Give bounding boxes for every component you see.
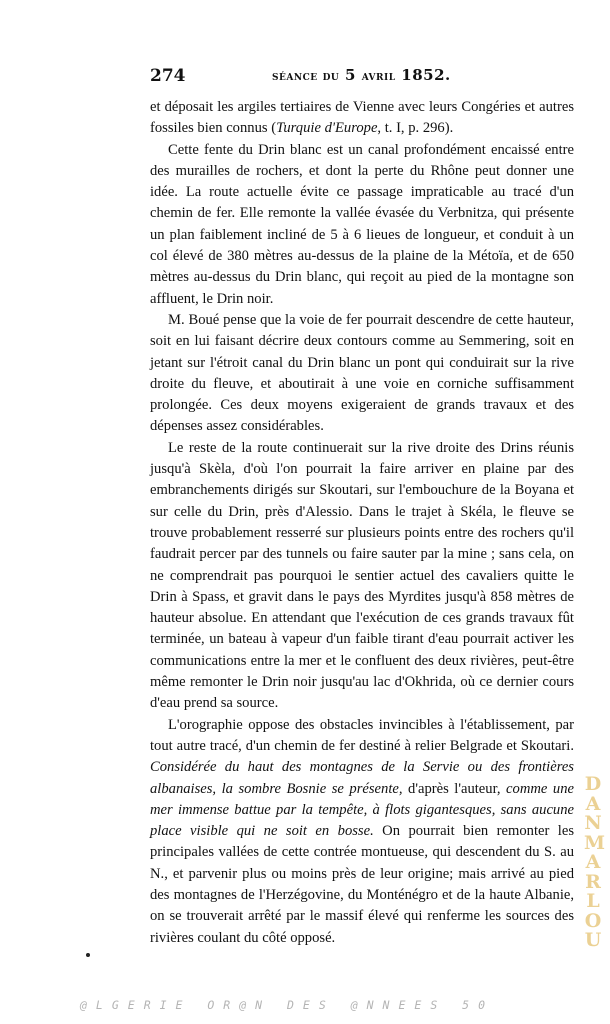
paragraph-1: et déposait les argiles tertiaires de Vienne avec leurs Congéries et autres fossiles bien connus (Turquie d'Europe, t. I, p. 296). (150, 99, 574, 137)
citation-title: Turquie d'Europe (276, 120, 378, 137)
quotation-part-2: comme une mer immense battue par la tempête, à flots gigantesques, sans aucune place visible qui ne soit en bosse. (150, 780, 574, 840)
running-title-month: avril (361, 69, 396, 84)
side-watermark: DANMARLOU (584, 773, 610, 951)
paragraph-3: M. Boué pense que la voie de fer pourrait descendre de cette hauteur, soit en lui faisant décrire deux contours comme au Semmering, soit en jetant sur l'étroit canal du Drin blanc un pont qui conduirait sur la rive droite du fleuve, et aboutirait à une voie en corniche suffisamment prolongée. Ces deux moyens exigeraient de grands travaux et des dépenses assez considérables. (150, 311, 574, 435)
scan-speck (86, 953, 90, 957)
paragraph-4: Le reste de la route continuerait sur la rive droite des Drins réunis jusqu'à Skèla, d'où l'on pourrait la faire arriver en plaine par des embranchements dirigés sur Skoutari, sur l'embouchure de la Boyana et sur celle du Drin, près d'Alessio. Dans le trajet à Skéla, le fleuve se trouve probablement resserré sur plusieurs points entre des rochers qu'il faudrait percer par des tunnels ou faire sauter par la mine ; sans cela, on ne comprendrait pas pourquoi le sentier actuel des cavaliers quitte le Drin à Spass, et gravit dans le pays des Myrdites jusqu'à 858 mètres de hauteur absolue. En attendant que l'exécution de ces grands travaux fût terminée, un bateau à vapeur d'un faible tirant d'eau pourrait activer les communications entre la mer et le confluent des deux rivières, peut-être même remonter le Drin noir jusqu'au lac d'Okhrida, où ce dernier cours d'eau prend sa source. (150, 439, 574, 712)
paragraph-2: Cette fente du Drin blanc est un canal profondément encaissé entre des murailles de rochers, et dont la perte du Rhône peut donner une idée. La route actuelle évite ce passage impraticable au tracé d'un chemin de fer. Elle remonte la vallée évasée du Verbnitza, qui présente un plan faiblement incliné de 5 à 6 lieues de longueur, et conduit à un col élevé de 380 mètres au-dessus de la plaine de la Métoïa, et de 650 mètres au-dessus du Drin blanc, qui reçoit au pied de la montagne son affluent, le Drin noir. (150, 141, 574, 307)
page-number: 274 (150, 66, 186, 86)
running-title-prefix: séance du (272, 69, 340, 84)
body-text (150, 97, 574, 949)
footer-watermark: @LGERIE OR@N DES @NNEES 50 (80, 998, 495, 1012)
quotation-part-1: Considérée du haut des montagnes de la Servie ou des frontières albanaises, la sombre Bosnie se présente, (150, 759, 574, 797)
paragraph-5: L'orographie oppose des obstacles invincibles à l'établissement, par tout autre tracé, d'un chemin de fer destiné à relier Belgrade et Skoutari. Considérée du haut des montagnes de la Servie ou des frontières albanaises, la sombre Bosnie se présente, d'après l'auteur, comme une mer immense battue par la tempête, à flots gigantesques, sans aucune place visible qui ne soit en bosse. On pourrait bien remonter les principales vallées de cette contrée montueuse, qui descendent du S. au N., et parvenir plus ou moins près de leur origine; mais arrivé au pied des montagnes de l'Herzégovine, du Monténégro et de la haute Albanie, on se trouverait arrêté par le massif élevé qui renferme les sources des rivières coulant du côté opposé. (150, 716, 574, 946)
running-title (272, 66, 451, 84)
running-title-year: 1852. (401, 66, 451, 84)
running-title-day: 5 (345, 66, 356, 84)
page-header (150, 66, 575, 90)
